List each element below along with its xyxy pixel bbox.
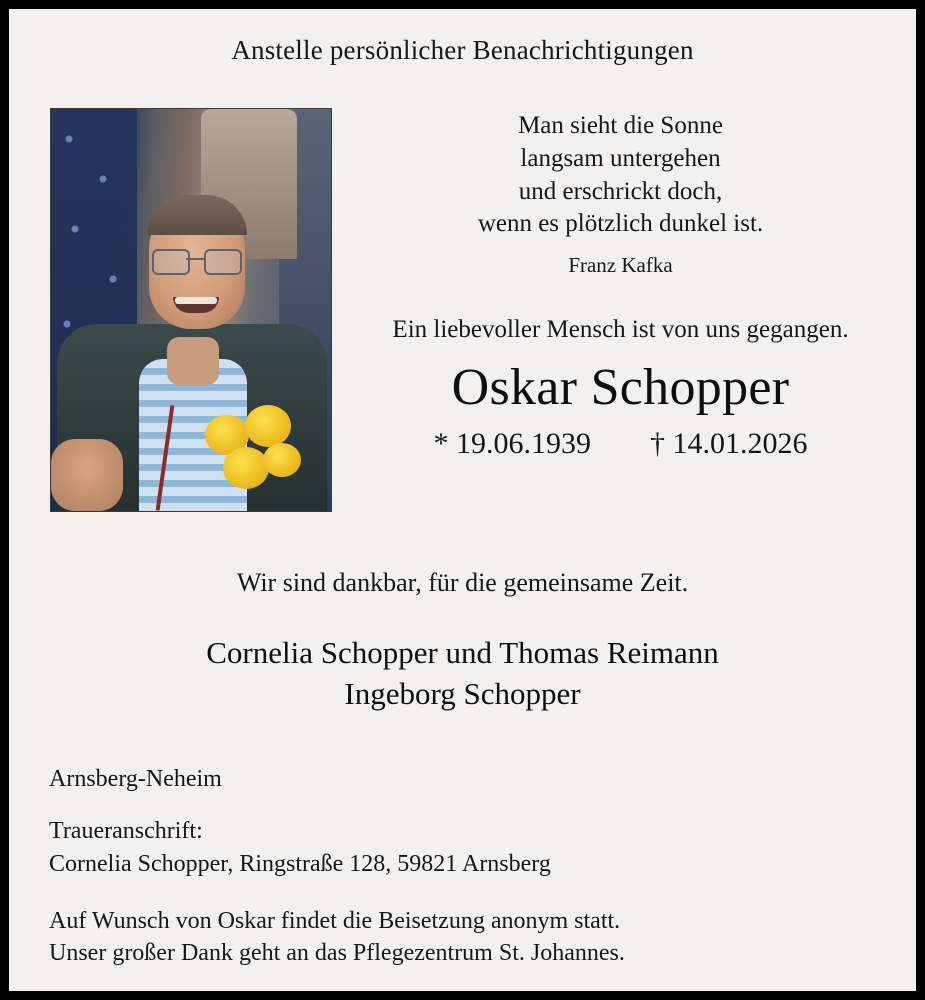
quote-block <box>353 110 888 241</box>
photo-neck <box>167 337 219 385</box>
portrait-photo <box>50 108 332 512</box>
flower-icon <box>245 405 291 447</box>
death-date: † 14.01.2026 <box>650 427 808 460</box>
note-line: Unser großer Dank geht an das Pflegezentrum St. Johannes. <box>49 940 625 967</box>
photo-glasses-right-lens <box>204 249 242 275</box>
quote-line: wenn es plötzlich dunkel ist. <box>477 210 764 238</box>
mourning-address <box>37 815 888 880</box>
birth-date: * 19.06.1939 <box>433 427 591 460</box>
place-text: Arnsberg-Neheim <box>49 766 222 793</box>
photo-column <box>37 108 323 512</box>
quote-line: Man sieht die Sonne <box>518 112 723 139</box>
family-line: Cornelia Schopper und Thomas Reimann <box>206 635 719 670</box>
lead-text: Ein liebevoller Mensch ist von uns gegangen. <box>392 316 849 343</box>
quote-line: und erschrickt doch, <box>518 177 723 205</box>
quote-line: langsam untergehen <box>520 144 721 172</box>
life-dates <box>353 427 888 461</box>
note-line: Auf Wunsch von Oskar findet die Beisetzung anonym statt. <box>49 907 621 934</box>
thanks-text: Wir sind dankbar, für die gemeinsame Zeit. <box>236 568 689 597</box>
address-value: Cornelia Schopper, Ringstraße 128, 59821 Arnsberg <box>49 851 551 878</box>
text-column <box>323 108 888 512</box>
deceased-name: Oskar Schopper <box>451 359 790 416</box>
notice-header: Anstelle persönlicher Benachrichtigungen <box>231 35 694 65</box>
upper-section <box>37 108 888 512</box>
closing-note <box>37 905 888 970</box>
photo-teeth <box>175 297 217 304</box>
photo-glasses-bridge <box>186 258 204 260</box>
address-label: Traueranschrift: <box>49 818 203 845</box>
photo-hand <box>51 439 123 511</box>
flower-icon <box>223 447 269 489</box>
quote-author: Franz Kafka <box>568 253 673 277</box>
photo-glasses-left-lens <box>152 249 190 275</box>
flower-icon <box>263 443 301 477</box>
family-block <box>37 632 888 714</box>
family-line: Ingeborg Schopper <box>344 676 581 712</box>
photo-yellow-flowers <box>201 405 321 511</box>
